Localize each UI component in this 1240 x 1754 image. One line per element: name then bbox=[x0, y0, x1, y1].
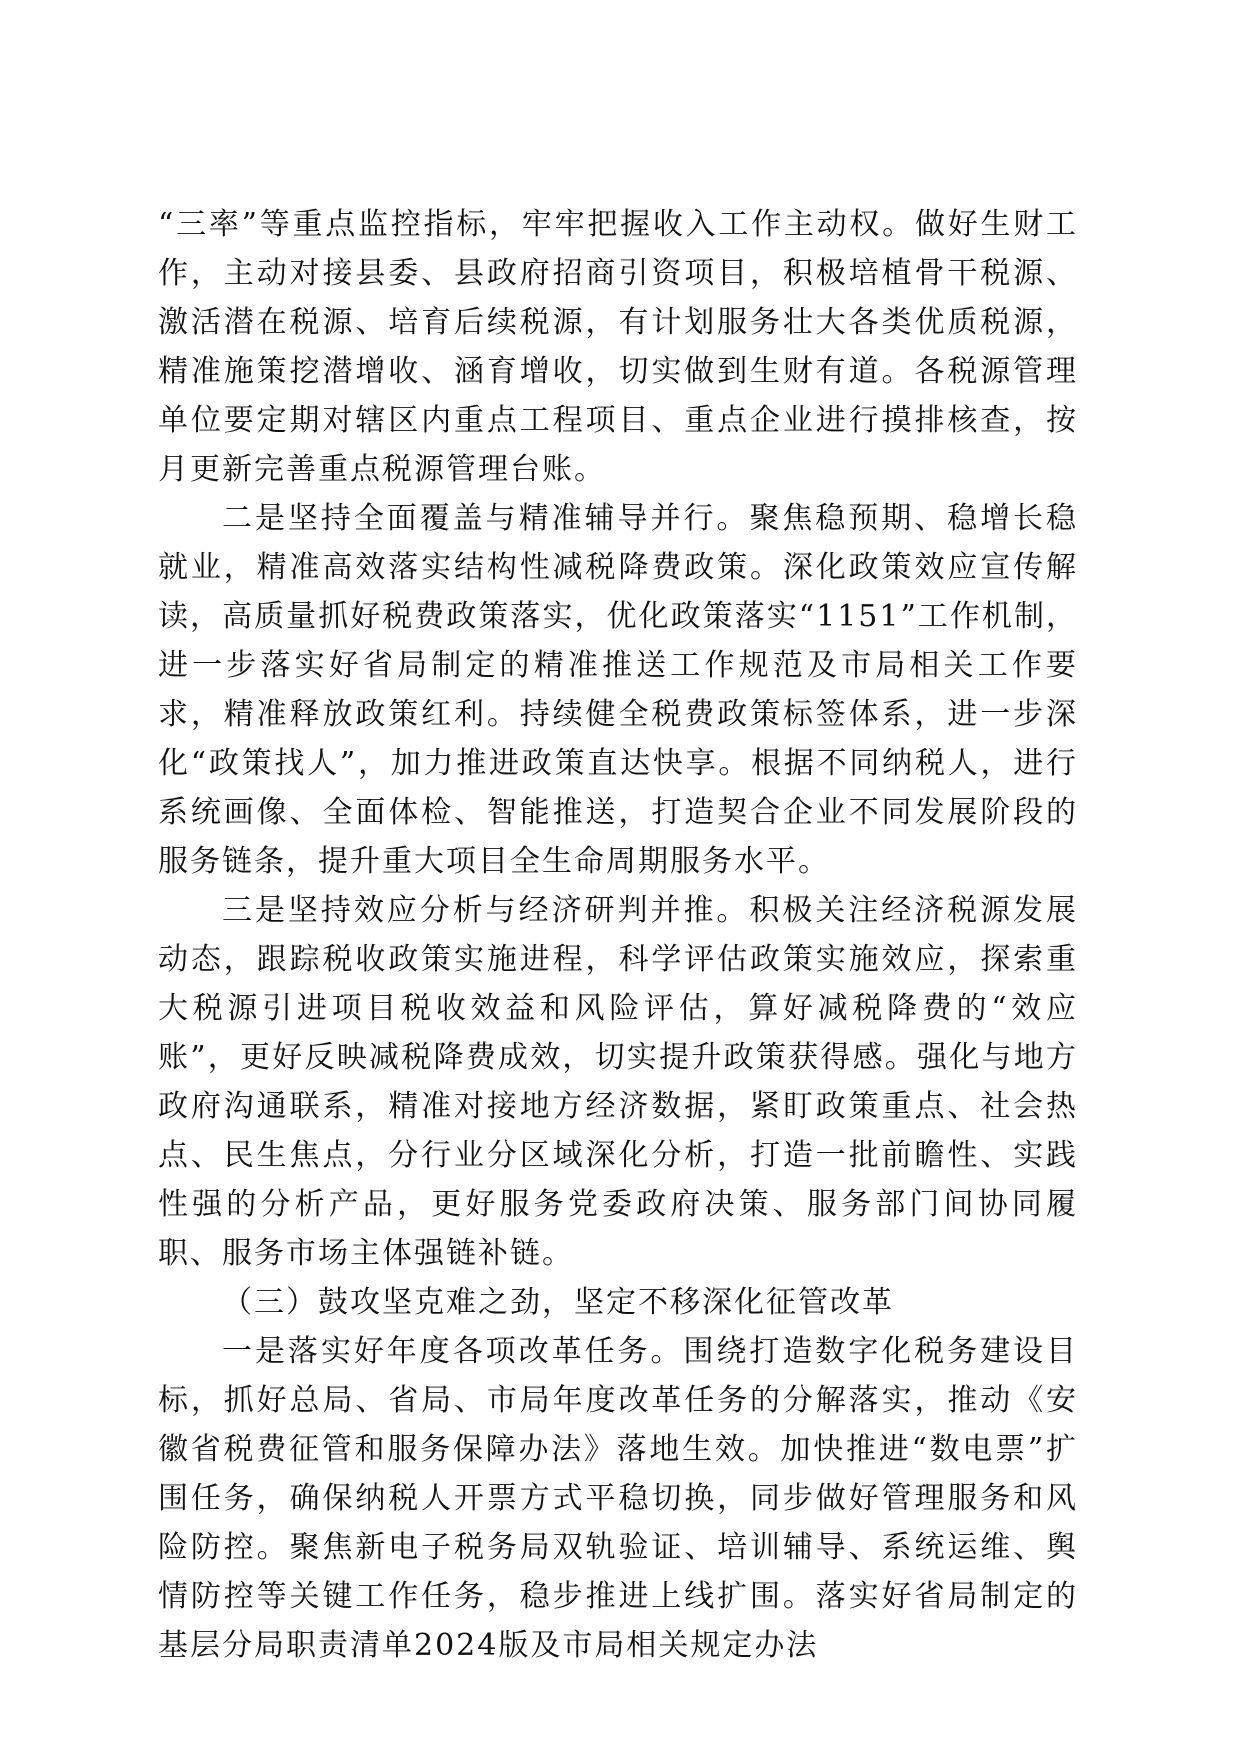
paragraph-continuation: “三率”等重点监控指标，牢牢把握收入工作主动权。做好生财工作，主动对接县委、县政府招商引资项目，积极培植骨干税源、激活潜在税源、培育后续税源，有计划服务壮大各类优质税源，精准施策挖潜增收、涵育增收，切实做到生财有道。各税源管理单位要定期对辖区内重点工程项目、重点企业进行摸排核查，按月更新完善重点税源管理台账。 bbox=[158, 207, 1078, 487]
paragraph-comprehensive-coverage: 二是坚持全面覆盖与精准辅导并行。聚焦稳预期、稳增长稳就业，精准高效落实结构性减税降费政策。深化政策效应宣传解读，高质量抓好税费政策落实，优化政策落实“1151”工作机制，进一步落实好省局制定的精准推送工作规范及市局相关工作要求，精准释放政策红利。持续健全税费政策标签体系，进一步深化“政策找人”，加力推进政策直达快享。根据不同纳税人，进行系统画像、全面体检、智能推送，打造契合企业不同发展阶段的服务链条，提升重大项目全生命周期服务水平。 bbox=[158, 501, 1078, 879]
document-body bbox=[158, 200, 1078, 1670]
paragraph-effect-analysis: 三是坚持效应分析与经济研判并推。积极关注经济税源发展动态，跟踪税收政策实施进程，科学评估政策实施效应，探索重大税源引进项目税收效益和风险评估，算好减税降费的“效应账”，更好反映减税降费成效，切实提升政策获得感。强化与地方政府沟通联系，精准对接地方经济数据，紧盯政策重点、社会热点、民生焦点，分行业分区域深化分析，打造一批前瞻性、实践性强的分析产品，更好服务党委政府决策、服务部门间协同履职、服务市场主体强链补链。 bbox=[158, 893, 1078, 1271]
section-heading-reform: （三）鼓攻坚克难之劲，坚定不移深化征管改革 bbox=[222, 1285, 894, 1320]
paragraph-annual-reform-tasks: 一是落实好年度各项改革任务。围绕打造数字化税务建设目标，抓好总局、省局、市局年度改革任务的分解落实，推动《安徽省税费征管和服务保障办法》落地生效。加快推进“数电票”扩围任务，确保纳税人开票方式平稳切换，同步做好管理服务和风险防控。聚焦新电子税务局双轨验证、培训辅导、系统运维、舆情防控等关键工作任务，稳步推进上线扩围。落实好省局制定的基层分局职责清单2024版及市局相关规定办法 bbox=[158, 1334, 1078, 1663]
